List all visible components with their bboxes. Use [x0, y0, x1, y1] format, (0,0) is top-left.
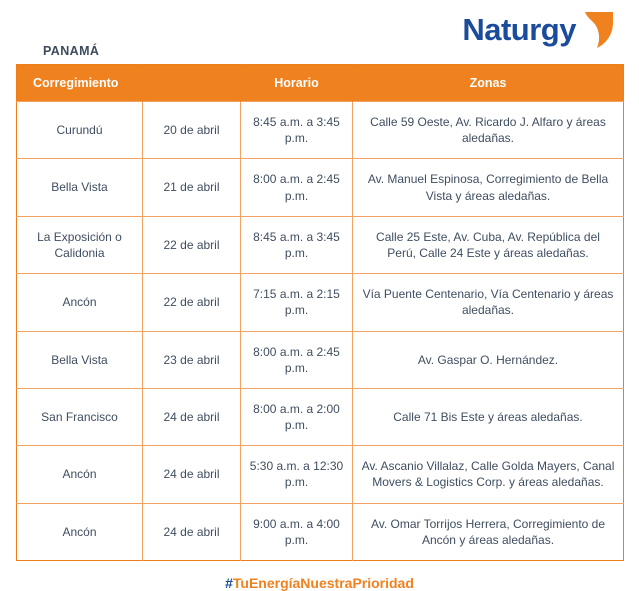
logo-wordmark: Naturgy: [462, 12, 576, 47]
cell-horario: 9:00 a.m. a 4:00 p.m.: [241, 503, 353, 560]
cell-corregimiento: Ancón: [17, 446, 143, 503]
cell-horario: 8:00 a.m. a 2:45 p.m.: [241, 331, 353, 388]
cell-zonas: Calle 25 Este, Av. Cuba, Av. República del Perú, Calle 24 Este y áreas aledañas.: [353, 216, 624, 273]
cell-horario: 5:30 a.m. a 12:30 p.m.: [241, 446, 353, 503]
cell-corregimiento: Bella Vista: [17, 159, 143, 216]
cell-zonas: Av. Omar Torrijos Herrera, Corregimiento de Ancón y áreas aledañas.: [353, 503, 624, 560]
cell-corregimiento: Curundú: [17, 102, 143, 159]
cell-horario: 8:00 a.m. a 2:45 p.m.: [241, 159, 353, 216]
table-row: [17, 159, 624, 216]
hashtag-text: TuEnergíaNuestraPrioridad: [232, 575, 414, 591]
cell-corregimiento: San Francisco: [17, 388, 143, 445]
table-row: [17, 446, 624, 503]
cell-zonas: Av. Gaspar O. Hernández.: [353, 331, 624, 388]
cell-fecha: 24 de abril: [143, 388, 241, 445]
cell-horario: 8:45 a.m. a 3:45 p.m.: [241, 102, 353, 159]
cell-corregimiento: Ancón: [17, 274, 143, 331]
cell-zonas: Calle 59 Oeste, Av. Ricardo J. Alfaro y áreas aledañas.: [353, 102, 624, 159]
column-header-horario: Horario: [241, 65, 353, 102]
cell-zonas: Calle 71 Bis Este y áreas aledañas.: [353, 388, 624, 445]
cell-fecha: 24 de abril: [143, 446, 241, 503]
cell-zonas: Vía Puente Centenario, Vía Centenario y áreas aledañas.: [353, 274, 624, 331]
table-row: [17, 102, 624, 159]
hashtag-symbol: #: [225, 575, 233, 591]
cell-corregimiento: Bella Vista: [17, 331, 143, 388]
cell-fecha: 22 de abril: [143, 274, 241, 331]
table-row: [17, 388, 624, 445]
table-header-row: [17, 65, 624, 102]
table-row: [17, 331, 624, 388]
cell-fecha: 24 de abril: [143, 503, 241, 560]
column-header-corregimiento: Corregimiento: [17, 65, 143, 102]
table-row: [17, 274, 624, 331]
cell-horario: 8:45 a.m. a 3:45 p.m.: [241, 216, 353, 273]
column-header-fecha: [143, 65, 241, 102]
table-row: [17, 216, 624, 273]
cell-fecha: 23 de abril: [143, 331, 241, 388]
column-header-zonas: Zonas: [353, 65, 624, 102]
cell-zonas: Av. Ascanio Villalaz, Calle Golda Mayers, Canal Movers & Logistics Corp. y áreas aledañas.: [353, 446, 624, 503]
table-row: [17, 503, 624, 560]
cell-corregimiento: La Exposición o Calidonia: [17, 216, 143, 273]
cell-horario: 8:00 a.m. a 2:00 p.m.: [241, 388, 353, 445]
cell-fecha: 21 de abril: [143, 159, 241, 216]
page-header: [16, 0, 623, 64]
outage-schedule-table: [16, 64, 624, 561]
naturgy-logo: [462, 14, 615, 55]
footer-hashtag: [16, 575, 623, 591]
cell-fecha: 22 de abril: [143, 216, 241, 273]
cell-corregimiento: Ancón: [17, 503, 143, 560]
cell-zonas: Av. Manuel Espinosa, Corregimiento de Bella Vista y áreas aledañas.: [353, 159, 624, 216]
cell-fecha: 20 de abril: [143, 102, 241, 159]
cell-horario: 7:15 a.m. a 2:15 p.m.: [241, 274, 353, 331]
flame-icon: [583, 10, 615, 55]
region-label: PANAMÁ: [43, 44, 100, 58]
